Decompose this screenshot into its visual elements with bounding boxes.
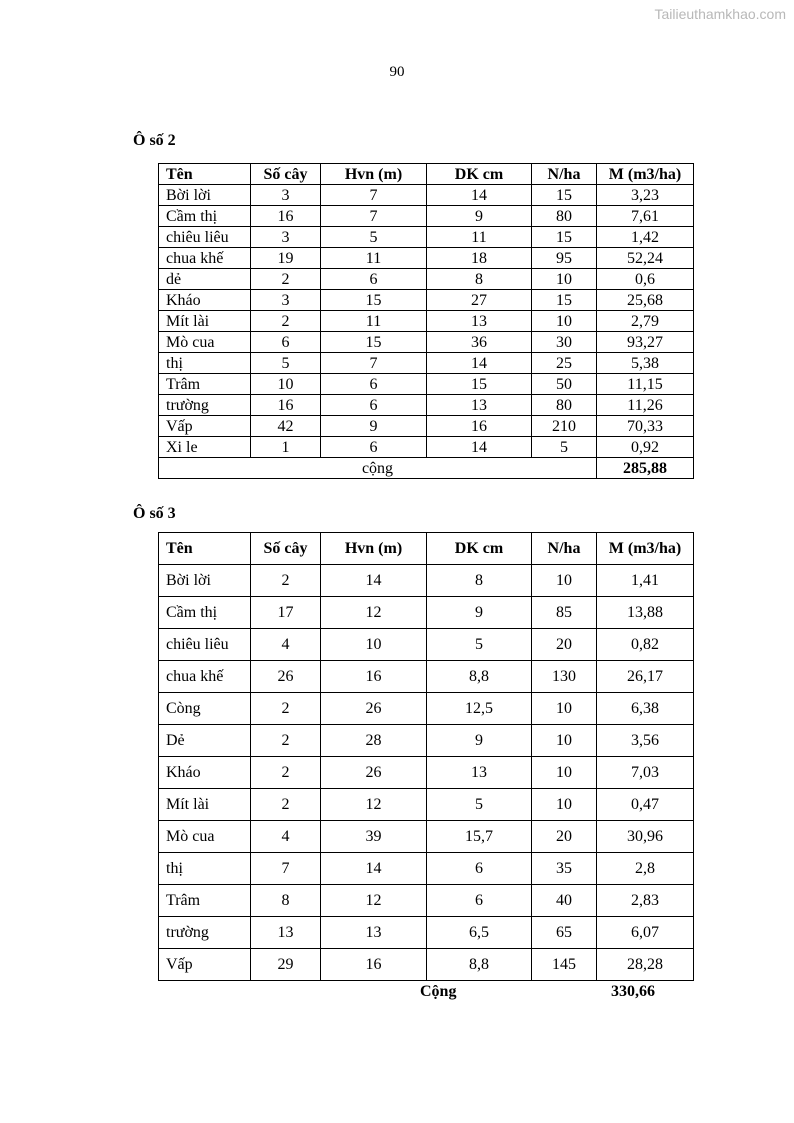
table-row bbox=[159, 248, 694, 269]
value-cell: 7 bbox=[251, 853, 321, 885]
value-cell: 3,23 bbox=[597, 185, 694, 206]
species-name-cell: thị bbox=[159, 353, 251, 374]
column-header: Số cây bbox=[251, 533, 321, 565]
value-cell: 10 bbox=[532, 757, 597, 789]
value-cell: 14 bbox=[321, 565, 427, 597]
value-cell: 6,5 bbox=[427, 917, 532, 949]
value-cell: 130 bbox=[532, 661, 597, 693]
species-name-cell: Cầm thị bbox=[159, 597, 251, 629]
species-name-cell: chua khế bbox=[159, 248, 251, 269]
value-cell: 26 bbox=[321, 757, 427, 789]
value-cell: 4 bbox=[251, 629, 321, 661]
column-header: DK cm bbox=[427, 164, 532, 185]
value-cell: 2,8 bbox=[597, 853, 694, 885]
table-row bbox=[159, 353, 694, 374]
value-cell: 15 bbox=[532, 185, 597, 206]
column-header: Tên bbox=[159, 164, 251, 185]
value-cell: 7,61 bbox=[597, 206, 694, 227]
value-cell: 8 bbox=[427, 269, 532, 290]
total-label: Cộng bbox=[420, 983, 457, 1000]
value-cell: 11,26 bbox=[597, 395, 694, 416]
value-cell: 13 bbox=[427, 311, 532, 332]
species-name-cell: Mít lài bbox=[159, 789, 251, 821]
table-row bbox=[159, 416, 694, 437]
value-cell: 10 bbox=[321, 629, 427, 661]
value-cell: 13 bbox=[251, 917, 321, 949]
value-cell: 2 bbox=[251, 311, 321, 332]
species-name-cell: Bời lời bbox=[159, 565, 251, 597]
value-cell: 15,7 bbox=[427, 821, 532, 853]
total-label: cộng bbox=[159, 458, 597, 479]
column-header: N/ha bbox=[532, 533, 597, 565]
value-cell: 7 bbox=[321, 353, 427, 374]
value-cell: 6 bbox=[321, 437, 427, 458]
value-cell: 3 bbox=[251, 290, 321, 311]
value-cell: 0,6 bbox=[597, 269, 694, 290]
value-cell: 3 bbox=[251, 227, 321, 248]
column-header: N/ha bbox=[532, 164, 597, 185]
value-cell: 8,8 bbox=[427, 661, 532, 693]
value-cell: 8,8 bbox=[427, 949, 532, 981]
value-cell: 28 bbox=[321, 725, 427, 757]
species-name-cell: Bời lời bbox=[159, 185, 251, 206]
table-row bbox=[159, 853, 694, 885]
value-cell: 52,24 bbox=[597, 248, 694, 269]
value-cell: 6 bbox=[321, 269, 427, 290]
value-cell: 11,15 bbox=[597, 374, 694, 395]
value-cell: 15 bbox=[427, 374, 532, 395]
value-cell: 10 bbox=[532, 693, 597, 725]
value-cell: 15 bbox=[321, 332, 427, 353]
value-cell: 16 bbox=[321, 949, 427, 981]
species-name-cell: Mò cua bbox=[159, 821, 251, 853]
value-cell: 2 bbox=[251, 269, 321, 290]
species-name-cell: Vấp bbox=[159, 416, 251, 437]
total-value: 330,66 bbox=[611, 983, 655, 1000]
table-header-row bbox=[159, 533, 694, 565]
table-row bbox=[159, 332, 694, 353]
value-cell: 7,03 bbox=[597, 757, 694, 789]
species-name-cell: dẻ bbox=[159, 269, 251, 290]
value-cell: 9 bbox=[427, 725, 532, 757]
value-cell: 9 bbox=[427, 206, 532, 227]
value-cell: 80 bbox=[532, 395, 597, 416]
value-cell: 5 bbox=[321, 227, 427, 248]
table-row bbox=[159, 789, 694, 821]
value-cell: 25 bbox=[532, 353, 597, 374]
table-row bbox=[159, 185, 694, 206]
species-name-cell: Dẻ bbox=[159, 725, 251, 757]
value-cell: 35 bbox=[532, 853, 597, 885]
value-cell: 28,28 bbox=[597, 949, 694, 981]
total-row bbox=[159, 458, 694, 479]
table-row bbox=[159, 693, 694, 725]
value-cell: 10 bbox=[532, 789, 597, 821]
table-header-row bbox=[159, 164, 694, 185]
value-cell: 8 bbox=[251, 885, 321, 917]
column-header: M (m3/ha) bbox=[597, 533, 694, 565]
value-cell: 30,96 bbox=[597, 821, 694, 853]
species-name-cell: Cầm thị bbox=[159, 206, 251, 227]
value-cell: 1 bbox=[251, 437, 321, 458]
table-row bbox=[159, 917, 694, 949]
value-cell: 93,27 bbox=[597, 332, 694, 353]
species-name-cell: Còng bbox=[159, 693, 251, 725]
column-header: Hvn (m) bbox=[321, 533, 427, 565]
species-name-cell: trường bbox=[159, 917, 251, 949]
value-cell: 1,41 bbox=[597, 565, 694, 597]
value-cell: 14 bbox=[427, 437, 532, 458]
value-cell: 6 bbox=[321, 395, 427, 416]
table-row bbox=[159, 597, 694, 629]
value-cell: 19 bbox=[251, 248, 321, 269]
value-cell: 6 bbox=[251, 332, 321, 353]
value-cell: 4 bbox=[251, 821, 321, 853]
value-cell: 12 bbox=[321, 885, 427, 917]
species-name-cell: Kháo bbox=[159, 290, 251, 311]
value-cell: 15 bbox=[321, 290, 427, 311]
plot-3-table bbox=[158, 532, 694, 981]
value-cell: 70,33 bbox=[597, 416, 694, 437]
value-cell: 15 bbox=[532, 227, 597, 248]
value-cell: 20 bbox=[532, 821, 597, 853]
value-cell: 145 bbox=[532, 949, 597, 981]
value-cell: 16 bbox=[251, 395, 321, 416]
value-cell: 10 bbox=[532, 565, 597, 597]
value-cell: 14 bbox=[321, 853, 427, 885]
value-cell: 65 bbox=[532, 917, 597, 949]
value-cell: 25,68 bbox=[597, 290, 694, 311]
species-name-cell: Trâm bbox=[159, 885, 251, 917]
value-cell: 6,07 bbox=[597, 917, 694, 949]
table-row bbox=[159, 290, 694, 311]
species-name-cell: chiêu liêu bbox=[159, 227, 251, 248]
watermark: Tailieuthamkhao.com bbox=[654, 6, 786, 22]
species-name-cell: chiêu liêu bbox=[159, 629, 251, 661]
value-cell: 14 bbox=[427, 353, 532, 374]
value-cell: 7 bbox=[321, 185, 427, 206]
table-row bbox=[159, 206, 694, 227]
value-cell: 36 bbox=[427, 332, 532, 353]
value-cell: 12,5 bbox=[427, 693, 532, 725]
value-cell: 2 bbox=[251, 789, 321, 821]
value-cell: 95 bbox=[532, 248, 597, 269]
species-name-cell: chua khế bbox=[159, 661, 251, 693]
table-row bbox=[159, 311, 694, 332]
page-number: 90 bbox=[389, 64, 405, 80]
value-cell: 18 bbox=[427, 248, 532, 269]
species-name-cell: Mò cua bbox=[159, 332, 251, 353]
value-cell: 50 bbox=[532, 374, 597, 395]
value-cell: 10 bbox=[251, 374, 321, 395]
value-cell: 40 bbox=[532, 885, 597, 917]
value-cell: 26 bbox=[251, 661, 321, 693]
value-cell: 42 bbox=[251, 416, 321, 437]
table-row bbox=[159, 725, 694, 757]
value-cell: 80 bbox=[532, 206, 597, 227]
value-cell: 1,42 bbox=[597, 227, 694, 248]
table-row bbox=[159, 629, 694, 661]
value-cell: 39 bbox=[321, 821, 427, 853]
total-value: 285,88 bbox=[597, 458, 694, 479]
value-cell: 0,92 bbox=[597, 437, 694, 458]
value-cell: 13 bbox=[321, 917, 427, 949]
column-header: DK cm bbox=[427, 533, 532, 565]
column-header: M (m3/ha) bbox=[597, 164, 694, 185]
table-row bbox=[159, 885, 694, 917]
value-cell: 26 bbox=[321, 693, 427, 725]
value-cell: 27 bbox=[427, 290, 532, 311]
table-row bbox=[159, 661, 694, 693]
value-cell: 2 bbox=[251, 693, 321, 725]
column-header: Tên bbox=[159, 533, 251, 565]
value-cell: 13 bbox=[427, 757, 532, 789]
value-cell: 13,88 bbox=[597, 597, 694, 629]
value-cell: 17 bbox=[251, 597, 321, 629]
value-cell: 210 bbox=[532, 416, 597, 437]
value-cell: 0,47 bbox=[597, 789, 694, 821]
value-cell: 8 bbox=[427, 565, 532, 597]
value-cell: 12 bbox=[321, 597, 427, 629]
value-cell: 2 bbox=[251, 725, 321, 757]
table-row bbox=[159, 757, 694, 789]
plot-3-title: Ô số 3 bbox=[133, 505, 176, 522]
value-cell: 2 bbox=[251, 565, 321, 597]
value-cell: 11 bbox=[321, 248, 427, 269]
value-cell: 9 bbox=[427, 597, 532, 629]
table-row bbox=[159, 821, 694, 853]
value-cell: 6 bbox=[321, 374, 427, 395]
value-cell: 3 bbox=[251, 185, 321, 206]
plot-2-table bbox=[158, 163, 694, 479]
value-cell: 9 bbox=[321, 416, 427, 437]
plot-2-title: Ô số 2 bbox=[133, 132, 176, 149]
value-cell: 5 bbox=[427, 629, 532, 661]
species-name-cell: Mít lài bbox=[159, 311, 251, 332]
value-cell: 11 bbox=[321, 311, 427, 332]
value-cell: 5 bbox=[427, 789, 532, 821]
value-cell: 29 bbox=[251, 949, 321, 981]
value-cell: 14 bbox=[427, 185, 532, 206]
column-header: Số cây bbox=[251, 164, 321, 185]
species-name-cell: Xi le bbox=[159, 437, 251, 458]
table-row bbox=[159, 374, 694, 395]
value-cell: 26,17 bbox=[597, 661, 694, 693]
value-cell: 2,83 bbox=[597, 885, 694, 917]
column-header: Hvn (m) bbox=[321, 164, 427, 185]
value-cell: 6 bbox=[427, 885, 532, 917]
value-cell: 2,79 bbox=[597, 311, 694, 332]
table-row bbox=[159, 565, 694, 597]
value-cell: 6,38 bbox=[597, 693, 694, 725]
value-cell: 5,38 bbox=[597, 353, 694, 374]
value-cell: 15 bbox=[532, 290, 597, 311]
value-cell: 30 bbox=[532, 332, 597, 353]
species-name-cell: Kháo bbox=[159, 757, 251, 789]
value-cell: 10 bbox=[532, 269, 597, 290]
value-cell: 20 bbox=[532, 629, 597, 661]
value-cell: 12 bbox=[321, 789, 427, 821]
value-cell: 10 bbox=[532, 725, 597, 757]
species-name-cell: thị bbox=[159, 853, 251, 885]
value-cell: 6 bbox=[427, 853, 532, 885]
value-cell: 16 bbox=[427, 416, 532, 437]
table-row bbox=[159, 395, 694, 416]
value-cell: 85 bbox=[532, 597, 597, 629]
table-row bbox=[159, 949, 694, 981]
value-cell: 16 bbox=[321, 661, 427, 693]
value-cell: 2 bbox=[251, 757, 321, 789]
table-row bbox=[159, 437, 694, 458]
value-cell: 0,82 bbox=[597, 629, 694, 661]
value-cell: 13 bbox=[427, 395, 532, 416]
value-cell: 5 bbox=[251, 353, 321, 374]
table-row bbox=[159, 227, 694, 248]
species-name-cell: Vấp bbox=[159, 949, 251, 981]
value-cell: 5 bbox=[532, 437, 597, 458]
value-cell: 11 bbox=[427, 227, 532, 248]
species-name-cell: trường bbox=[159, 395, 251, 416]
value-cell: 10 bbox=[532, 311, 597, 332]
table-row bbox=[159, 269, 694, 290]
value-cell: 16 bbox=[251, 206, 321, 227]
value-cell: 7 bbox=[321, 206, 427, 227]
value-cell: 3,56 bbox=[597, 725, 694, 757]
species-name-cell: Trâm bbox=[159, 374, 251, 395]
